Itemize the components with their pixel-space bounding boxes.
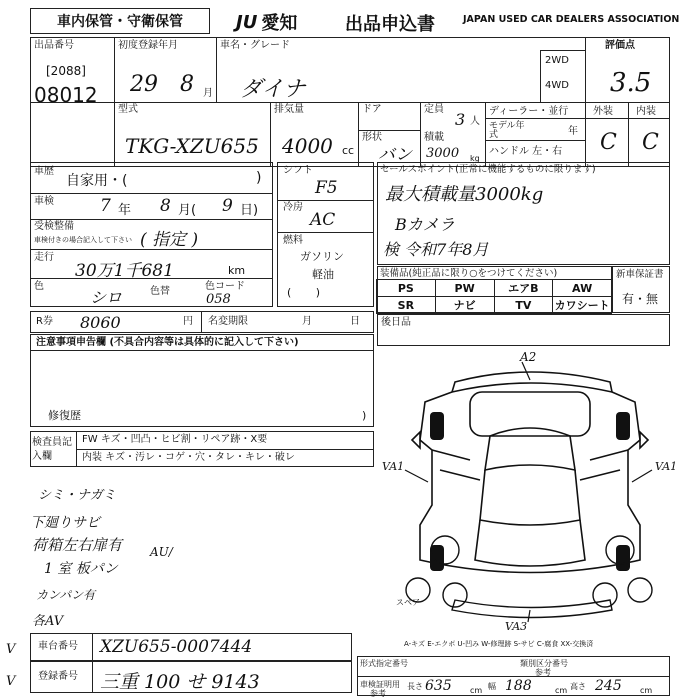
- equip-tv: TV: [494, 296, 554, 314]
- fuel-label: 燃料: [283, 235, 303, 246]
- ref-label-1: 参考: [535, 668, 551, 677]
- damage-legend: A-キズ E-エクボ U-凹み W-修理跡 S-サビ C-腐食 XX-交換済: [404, 640, 594, 648]
- first-reg-month: 8: [180, 72, 194, 97]
- ju-logo: [236, 10, 297, 34]
- inspection-month: 8: [160, 196, 171, 216]
- name-change-label: 名変期限: [208, 316, 248, 327]
- lot-label: 出品番号: [34, 40, 74, 51]
- equip-leather: カワシート: [552, 296, 612, 314]
- name-grade-label: 車名・グレード: [220, 40, 290, 51]
- equip-ps: PS: [376, 279, 436, 297]
- mark-a2: A2: [520, 350, 537, 364]
- inspector-label: 検査員記入欄: [32, 437, 72, 462]
- chassis-value: XZU655-0007444: [100, 637, 253, 657]
- history-label: 車歴: [34, 166, 54, 177]
- shift-label: シフト: [283, 165, 313, 176]
- cert-label: 車検証明用: [360, 680, 400, 689]
- width-label: 幅: [488, 682, 496, 691]
- color-code-value: 058: [206, 292, 231, 307]
- selling-line-3: 検 令和7年8月: [383, 240, 489, 259]
- note-5: カンパン有: [36, 588, 96, 602]
- rear-block: [377, 314, 670, 346]
- warranty-value: 有・無: [622, 292, 659, 306]
- equip-sr: SR: [376, 296, 436, 314]
- equip-airbag: エアB: [494, 279, 554, 297]
- form-title: 出品申込書: [345, 14, 435, 35]
- repair-label: 修復歴: [48, 409, 81, 422]
- color-code-label: 色コード: [205, 281, 245, 292]
- storage-badge-text: 車内保管・守衛保管: [57, 14, 183, 30]
- lot-bracket: [2088]: [46, 64, 86, 78]
- storage-badge: [30, 8, 210, 34]
- plate-value: 三重 100 せ 9143: [100, 671, 260, 693]
- car-name: ダイナ: [240, 77, 306, 102]
- model-spec-label: 形式指定番号: [360, 659, 408, 668]
- warranty-label: 新車保証書: [616, 269, 664, 280]
- spare-label: スペア: [396, 598, 420, 607]
- shape-value: バン: [378, 145, 412, 165]
- capacity-label: 定員: [424, 104, 444, 115]
- model-value: TKG-XZU655: [125, 134, 259, 158]
- recycle-unit: 円: [183, 316, 193, 327]
- inspection-year-unit: 年: [118, 203, 132, 218]
- displacement-unit: cc: [342, 144, 355, 157]
- equipment-grid: [377, 280, 612, 313]
- equip-pw: PW: [435, 279, 495, 297]
- repair-close: ): [362, 409, 367, 422]
- note-4: 1 室 板パン: [44, 561, 118, 577]
- grade-value: 3.5: [610, 68, 652, 98]
- handle-label: ハンドル 左・右: [489, 146, 563, 157]
- chassis-label: 車台番号: [38, 641, 78, 652]
- plate-label: 登録番号: [38, 671, 78, 682]
- equip-label: 装備品(純正品に限り○をつけてください): [380, 268, 558, 279]
- length-label: 長さ: [407, 682, 423, 691]
- check-mark-1: V: [6, 642, 16, 657]
- notes-title: 注意事項申告欄 (不具合内容等は具体的に記入して下さい): [36, 337, 299, 348]
- inspector-row1: FW キズ・凹凸・ヒビ割・リペア跡・X要: [82, 434, 268, 445]
- recycle-label: R券: [36, 316, 53, 327]
- month-unit: 月: [203, 88, 213, 99]
- capacity-unit: 人: [470, 116, 480, 127]
- interior-value: C: [642, 130, 659, 155]
- load-label: 積載: [424, 132, 444, 143]
- fuel-gasoline: ガソリン: [300, 250, 344, 263]
- mileage-unit: km: [228, 264, 246, 277]
- shift-value: F5: [315, 178, 338, 198]
- color-value: シロ: [90, 288, 123, 307]
- rear-label: 後日品: [381, 317, 411, 328]
- selling-label: セールスポイント(正常に機能するものに限ります): [380, 164, 596, 175]
- note-3: 荷箱左右扉有: [32, 536, 123, 554]
- displacement-value: 4000: [282, 134, 333, 158]
- height-value: 245: [595, 678, 622, 694]
- first-reg-year: 29: [130, 72, 158, 97]
- ac-label: 冷房: [283, 202, 303, 213]
- receipt-note: 車検付きの場合記入して下さい: [34, 236, 132, 244]
- receipt-label: 受検整備: [34, 221, 74, 232]
- model-year-unit: 年: [568, 126, 578, 137]
- drive-2wd: 2WD: [545, 55, 569, 66]
- shape-label: 形状: [362, 132, 382, 143]
- capacity-value: 3: [455, 110, 466, 129]
- mark-va1-left: VA1: [382, 460, 405, 473]
- mark-va3: VA3: [505, 620, 528, 633]
- model-year-label: モデル年式: [489, 121, 525, 140]
- history-close: ): [256, 170, 262, 186]
- ref-label-2: 参考: [370, 689, 386, 698]
- height-label: 高さ: [570, 682, 586, 691]
- inspection-day: 9: [222, 196, 233, 216]
- exterior-value: C: [600, 130, 617, 155]
- inspector-row2: 内装 キズ・汚レ・コゲ・穴・タレ・キレ・破レ: [82, 452, 295, 463]
- note-1: シミ・ナガミ: [38, 488, 116, 503]
- length-unit: cm: [470, 686, 483, 695]
- note-6: 各AV: [32, 614, 64, 629]
- inspection-year: 7: [100, 196, 111, 216]
- color-change-label: 色替: [150, 286, 170, 297]
- width-unit: cm: [555, 686, 568, 695]
- inspection-day-unit: 日): [240, 203, 259, 218]
- ac-value: AC: [310, 210, 336, 230]
- name-change-day: 日: [350, 316, 360, 327]
- recycle-value: 8060: [80, 313, 121, 332]
- width-value: 188: [505, 678, 532, 694]
- selling-line-1: 最大積載量3000kg: [385, 184, 544, 205]
- load-unit: kg: [470, 154, 480, 163]
- logo-text: 愛知: [261, 13, 298, 34]
- check-mark-2: V: [6, 674, 16, 689]
- receipt-value: ( 指定 ): [140, 230, 199, 250]
- first-reg-label: 初度登録年月: [118, 40, 178, 51]
- note-2: 下廻りサビ: [30, 515, 100, 531]
- selling-line-2: Bカメラ: [395, 215, 455, 234]
- drive-4wd: 4WD: [545, 80, 569, 91]
- dealer-label: ディーラー・並行: [489, 106, 569, 117]
- name-change-month: 月: [302, 316, 312, 327]
- grade-label: 評価点: [605, 40, 635, 51]
- history-value: 自家用・(: [66, 173, 128, 189]
- inspection-label: 車検: [34, 196, 54, 207]
- door-label: ドア: [362, 104, 382, 115]
- note-sidebar: AU/: [150, 545, 173, 559]
- class-label: 類別区分番号: [520, 659, 568, 668]
- mileage-value: 30万1千681: [75, 261, 174, 281]
- fuel-diesel: 軽油: [312, 268, 334, 281]
- equip-aw: AW: [552, 279, 612, 297]
- length-value: 635: [425, 678, 452, 694]
- color-label: 色: [34, 281, 44, 292]
- inspection-month-unit: 月(: [178, 203, 197, 218]
- model-label: 型式: [118, 104, 138, 115]
- interior-label: 内装: [636, 106, 656, 117]
- fuel-bracket: ( ): [287, 286, 321, 299]
- load-value: 3000: [426, 146, 460, 161]
- equip-navi: ナビ: [435, 296, 495, 314]
- logo-mark: JU: [236, 11, 258, 33]
- mileage-label: 走行: [34, 252, 54, 263]
- mark-va1-right: VA1: [655, 460, 678, 473]
- exterior-label: 外装: [593, 106, 613, 117]
- lot-number: 08012: [34, 83, 98, 107]
- displacement-label: 排気量: [274, 104, 304, 115]
- association-name: JAPAN USED CAR DEALERS ASSOCIATION: [463, 14, 680, 25]
- height-unit: cm: [640, 686, 653, 695]
